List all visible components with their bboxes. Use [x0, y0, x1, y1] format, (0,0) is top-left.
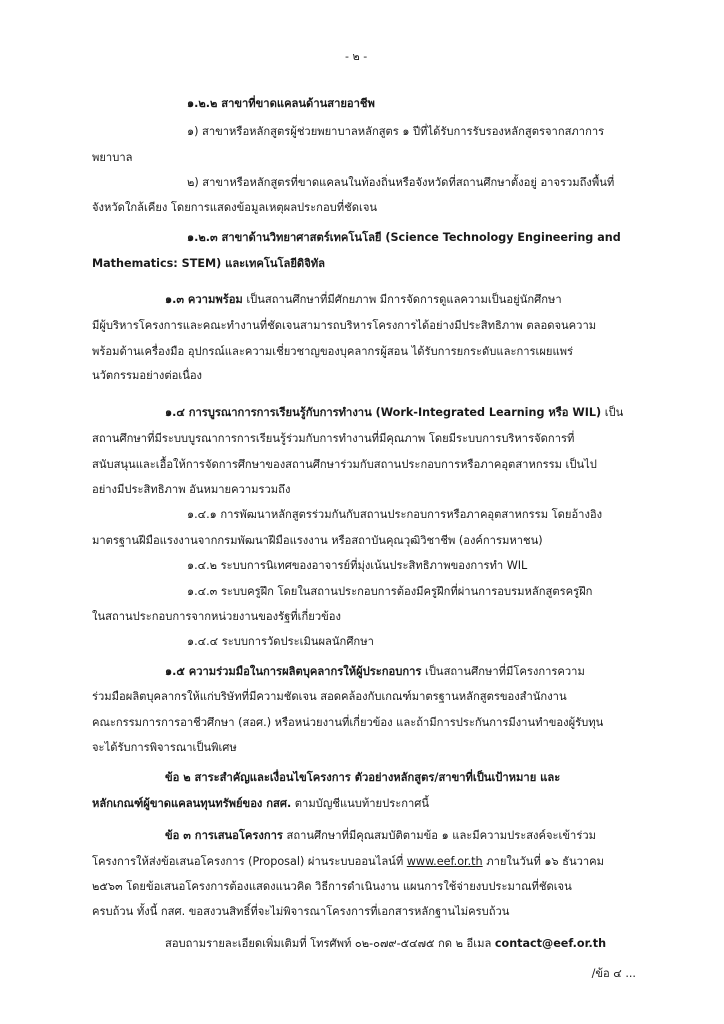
page-number: - ๒ - — [345, 50, 368, 63]
clause-3-line-2 — [92, 854, 604, 870]
section-1-4-line-4: อย่างมีประสิทธิภาพ อันหมายความรวมถึง — [92, 483, 291, 496]
section-1-4-4: ๑.๔.๔ ระบบการวัดประเมินผลนักศึกษา — [187, 635, 374, 648]
section-1-3-line-2: มีผู้บริหารโครงการและคณะทำงานที่ชัดเจนสามารถบริหารโครงการได้อย่างมีประสิทธิภาพ ตลอดจนความ — [92, 319, 597, 332]
clause-2-criteria: หลักเกณฑ์ผู้ขาดแคลนทุนทรัพย์ของ กสศ. — [92, 797, 292, 810]
clause-2-heading-cont — [92, 796, 429, 812]
clause-3-text: สถานศึกษาที่มีคุณสมบัติตามข้อ ๑ และมีความประสงค์จะเข้าร่วม — [286, 829, 596, 842]
section-1-5-line-3: คณะกรรมการการอาชีวศึกษา (สอศ.) หรือหน่วยงานที่เกี่ยวข้อง และถ้ามีการประกันการมีงานทำของผู้รับทุน — [92, 716, 604, 729]
section-1-4-paragraph — [165, 405, 623, 421]
clause-3-line-3: ๒๕๖๓ โดยข้อเสนอโครงการต้องแสดงแนวคิด วิธีการดำเนินงาน แผนการใช้จ่ายงบประมาณที่ชัดเจน — [92, 880, 572, 893]
next-page-marker: /ข้อ ๔ ... — [591, 967, 636, 980]
section-1-4-text: เป็น — [604, 406, 624, 419]
section-1-2-2-item-2: ๒) สาขาหรือหลักสูตรที่ขาดแคลนในท้องถิ่นหรือจังหวัดที่สถานศึกษาตั้งอยู่ อาจรวมถึงพื้นที่ — [187, 176, 615, 189]
section-1-4-3-cont: ในสถานประกอบการจากหน่วยงานของรัฐที่เกี่ยวข้อง — [92, 610, 341, 623]
contact-text: สอบถามรายละเอียดเพิ่มเติมที่ โทรศัพท์ ๐๒-๐๗๙-๕๔๗๕ กด ๒ อีเมล — [165, 937, 492, 950]
clause-3-paragraph — [165, 828, 596, 844]
section-1-5-line-2: ร่วมมือผลิตบุคลากรให้แก่บริษัทที่มีความชัดเจน สอดคล้องกับเกณฑ์มาตรฐานหลักสูตรของสำนักงาน — [92, 690, 567, 703]
section-1-3-paragraph — [165, 292, 562, 308]
section-1-3-title: ๑.๓ ความพร้อม — [165, 293, 243, 306]
clause-3-line-2-post: ภายในวันที่ ๑๖ ธันวาคม — [486, 855, 605, 868]
section-1-4-3: ๑.๔.๓ ระบบครูฝึก โดยในสถานประกอบการต้องมีครูฝึกที่ผ่านการอบรมหลักสูตรครูฝึก — [187, 585, 593, 598]
section-1-5-line-4: จะได้รับการพิจารณาเป็นพิเศษ — [92, 741, 237, 754]
eef-website-link[interactable]: www.eef.or.th — [406, 855, 483, 868]
section-1-2-2-heading: ๑.๒.๒ สาขาที่ขาดแคลนด้านสายอาชีพ — [187, 97, 375, 110]
section-1-2-3-heading: ๑.๒.๓ สาขาด้านวิทยาศาสตร์เทคโนโลยี (Science Technology Engineering and — [187, 231, 621, 244]
section-1-2-2-item-1: ๑) สาขาหรือหลักสูตรผู้ช่วยพยาบาลหลักสูตร ๑ ปีที่ได้รับการรับรองหลักสูตรจากสภาการ — [187, 125, 605, 138]
section-1-4-line-2: สถานศึกษาที่มีระบบบูรณาการการเรียนรู้ร่วมกับการทำงานที่มีคุณภาพ โดยมีระบบการบริหารจัดการที่ — [92, 432, 575, 445]
section-1-2-2-item-1-cont: พยาบาล — [92, 151, 133, 164]
section-1-3-line-4: นวัตกรรมอย่างต่อเนื่อง — [92, 369, 203, 382]
section-1-4-line-3: สนับสนุนและเอื้อให้การจัดการศึกษาของสถานศึกษาร่วมกับสถานประกอบการหรือภาคอุตสาหกรรม เป็นไป — [92, 458, 597, 471]
section-1-4-1-cont: มาตรฐานฝีมือแรงงานจากกรมพัฒนาฝีมือแรงงาน หรือสถาบันคุณวุฒิวิชาชีพ (องค์การมหาชน) — [92, 534, 543, 547]
contact-email-link[interactable]: contact@eef.or.th — [494, 937, 607, 950]
section-1-4-1: ๑.๔.๑ การพัฒนาหลักสูตรร่วมกันกับสถานประกอบการหรือภาคอุตสาหกรรม โดยอ้างอิง — [187, 508, 603, 521]
section-1-4-2: ๑.๔.๒ ระบบการนิเทศของอาจารย์ที่มุ่งเน้นประสิทธิภาพของการทำ WIL — [187, 559, 528, 572]
clause-3-line-2-pre: โครงการให้ส่งข้อเสนอโครงการ (Proposal) ผ่านระบบออนไลน์ที่ — [92, 855, 404, 868]
clause-3-line-4: ครบถ้วน ทั้งนี้ กสศ. ขอสงวนสิทธิ์ที่จะไม่พิจารณาโครงการที่เอกสารหลักฐานไม่ครบถ้วน — [92, 905, 510, 918]
clause-2-heading: ข้อ ๒ สาระสำคัญและเงื่อนไขโครงการ ตัวอย่างหลักสูตร/สาขาที่เป็นเป้าหมาย และ — [165, 771, 561, 784]
section-1-5-title: ๑.๕ ความร่วมมือในการผลิตบุคลากรให้ผู้ประกอบการ — [165, 665, 422, 678]
section-1-3-text: เป็นสถานศึกษาที่มีศักยภาพ มีการจัดการดูแลความเป็นอยู่นักศึกษา — [246, 293, 562, 306]
section-1-2-3-heading-cont: Mathematics: STEM) และเทคโนโลยีดิจิทัล — [92, 257, 325, 270]
section-1-4-title: ๑.๔ การบูรณาการการเรียนรู้กับการทำงาน (Work-Integrated Learning หรือ WIL) — [165, 406, 602, 419]
section-1-5-paragraph — [165, 664, 585, 680]
section-1-2-2-item-2-cont: จังหวัดใกล้เคียง โดยการแสดงข้อมูลเหตุผลประกอบที่ชัดเจน — [92, 201, 378, 214]
contact-line — [165, 936, 606, 952]
clause-3-title: ข้อ ๓ การเสนอโครงการ — [165, 829, 283, 842]
section-1-5-text: เป็นสถานศึกษาที่มีโครงการความ — [425, 665, 585, 678]
clause-2-note: ตามบัญชีแนบท้ายประกาศนี้ — [294, 797, 430, 810]
section-1-3-line-3: พร้อมด้านเครื่องมือ อุปกรณ์และความเชี่ยวชาญของบุคลากรผู้สอน ได้รับการยกระดับและการเผยแพร่ — [92, 345, 574, 358]
